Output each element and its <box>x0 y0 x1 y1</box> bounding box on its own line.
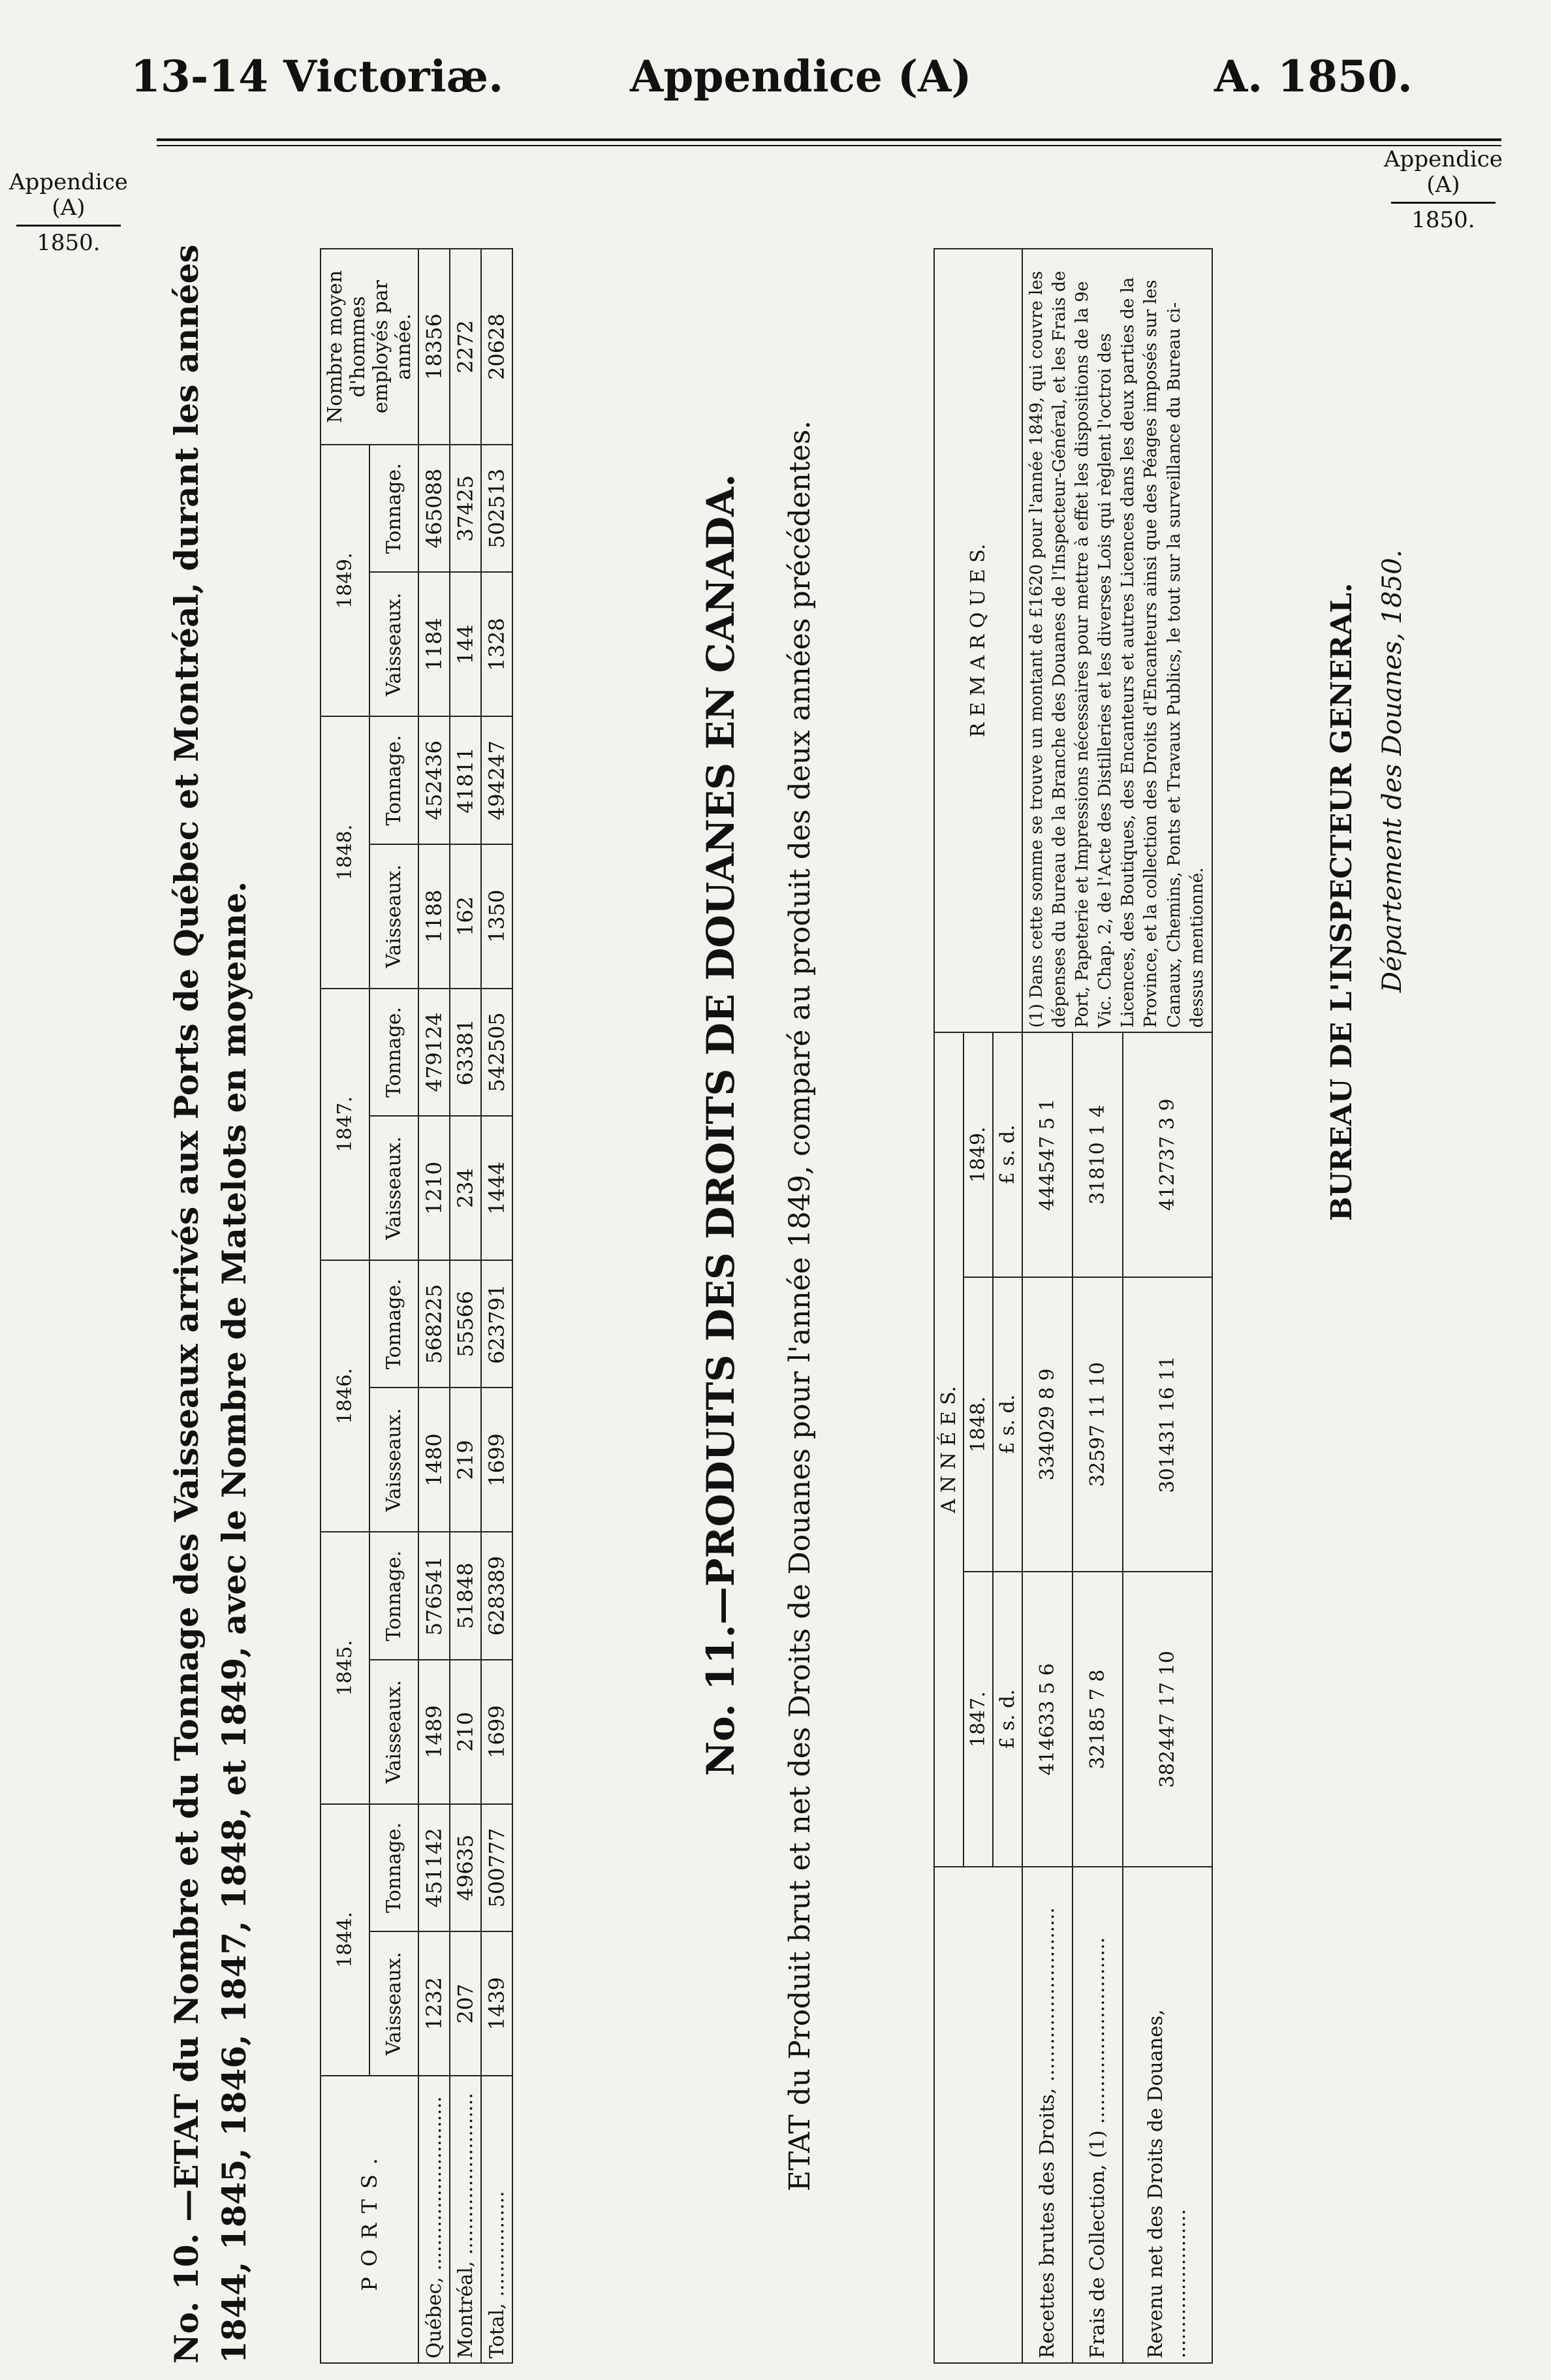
ports-header: PORTS. <box>321 2076 418 2363</box>
cell-vaisseaux-1847: 1444 <box>481 1116 512 1260</box>
cell-tonnage-1847: 63381 <box>450 989 481 1116</box>
table-row-quebec <box>418 249 450 2363</box>
cell-vaisseaux-1849: 1184 <box>418 573 450 717</box>
table11-subtitle: ETAT du Produit brut et net des Droits de Douanes pour l'année 1849, comparé au produit des deux années précédentes. <box>783 420 817 2192</box>
table-row-gross-receipts <box>1022 249 1073 2363</box>
cell-tonnage-1846: 568225 <box>418 1260 450 1388</box>
cell-1848: 301431 16 11 <box>1123 1277 1212 1572</box>
currency-header: £ s. d. <box>993 1277 1022 1572</box>
annees-header: A N N É E S. <box>934 1032 964 1867</box>
row-label: Frais de Collection, (1) .............................. <box>1073 1867 1123 2363</box>
cell-tonnage-1845: 576541 <box>418 1532 450 1659</box>
cell-tonnage-1845: 51848 <box>450 1532 481 1659</box>
margin-note-left-line3: 1850. <box>37 230 101 257</box>
running-head-session: 13-14 Victoriæ. <box>131 51 504 102</box>
year-header-1844: 1844. <box>321 1804 369 2076</box>
cell-vaisseaux-1845: 1489 <box>418 1660 450 1804</box>
sub-header-vaisseaux: Vaisseaux. <box>369 844 418 989</box>
cell-vaisseaux-1844: 1439 <box>481 1931 512 2076</box>
year-header-1848: 1848. <box>964 1277 993 1572</box>
year-header-1847: 1847. <box>321 989 369 1260</box>
department-line: Département des Douanes, 1850. <box>1377 549 1407 992</box>
row-label: Revenu net des Droits de Douanes, ........................ <box>1123 1867 1212 2363</box>
cell-1847: 32185 7 8 <box>1073 1572 1123 1867</box>
table10-number: No. 10. <box>167 2233 206 2364</box>
cell-vaisseaux-1849: 144 <box>450 573 481 717</box>
cell-vaisseaux-1847: 234 <box>450 1116 481 1260</box>
margin-note-left-line2: (A) <box>52 195 86 221</box>
cell-1849: 412737 3 9 <box>1123 1032 1212 1277</box>
sub-header-tonnage: Tonnage. <box>369 989 418 1116</box>
year-header-1846: 1846. <box>321 1260 369 1532</box>
cell-tonnage-1844: 451142 <box>418 1804 450 1931</box>
port-label: Total, ................. <box>481 2076 512 2363</box>
cell-1849: 31810 1 4 <box>1073 1032 1123 1277</box>
cell-tonnage-1848: 494247 <box>481 716 512 844</box>
cell-1849: 444547 5 1 <box>1022 1032 1073 1277</box>
customs-revenue-table <box>933 248 1213 2364</box>
vessel-tonnage-table <box>320 248 513 2364</box>
cell-vaisseaux-1847: 1210 <box>418 1116 450 1260</box>
cell-tonnage-1845: 628389 <box>481 1532 512 1659</box>
cell-vaisseaux-1848: 1350 <box>481 844 512 989</box>
cell-tonnage-1847: 542505 <box>481 989 512 1116</box>
row-label-header <box>934 1867 1022 2363</box>
cell-vaisseaux-1845: 1699 <box>481 1660 512 1804</box>
cell-vaisseaux-1848: 162 <box>450 844 481 989</box>
cell-1847: 414633 5 6 <box>1022 1572 1073 1867</box>
row-label: Recettes brutes des Droits, ............................ <box>1022 1867 1073 2363</box>
margin-note-left-brace <box>16 225 121 227</box>
port-label: Québec, ............................ <box>418 2076 450 2363</box>
cell-tonnage-1849: 465088 <box>418 445 450 573</box>
table10-title <box>163 157 258 2364</box>
cell-vaisseaux-1849: 1328 <box>481 573 512 717</box>
running-head-year: A. 1850. <box>1214 51 1413 102</box>
table10-title-text: —ETAT du Nombre et du Tonnage des Vaisseaux arrivés aux Ports de Québec et Montréal, durant les années 1844, 1845, 1846, 1847, 1848, et 1849, avec le Nombre de Matelots en moyenne. <box>167 244 253 2364</box>
sub-header-tonnage: Tonnage. <box>369 1804 418 1931</box>
year-header-1849: 1849. <box>321 445 369 716</box>
sub-header-vaisseaux: Vaisseaux. <box>369 1931 418 2076</box>
sub-header-vaisseaux: Vaisseaux. <box>369 1116 418 1260</box>
cell-vaisseaux-1844: 1232 <box>418 1931 450 2076</box>
cell-1848: 334029 8 9 <box>1022 1277 1073 1572</box>
cell-vaisseaux-1845: 210 <box>450 1660 481 1804</box>
sub-header-vaisseaux: Vaisseaux. <box>369 1388 418 1532</box>
running-head-appendix: Appendice (A) <box>630 51 972 102</box>
header-rule-thick <box>157 138 1501 141</box>
cell-vaisseaux-1846: 1699 <box>481 1388 512 1532</box>
currency-header: £ s. d. <box>993 1032 1022 1277</box>
cell-vaisseaux-1846: 219 <box>450 1388 481 1532</box>
sub-header-tonnage: Tonnage. <box>369 1532 418 1659</box>
cell-avg-men: 20628 <box>481 249 512 445</box>
cell-1848: 32597 11 10 <box>1073 1277 1123 1572</box>
rotated-content-panel <box>163 157 1436 2364</box>
cell-tonnage-1848: 41811 <box>450 716 481 844</box>
cell-tonnage-1847: 479124 <box>418 989 450 1116</box>
cell-tonnage-1848: 452436 <box>418 716 450 844</box>
currency-header: £ s. d. <box>993 1572 1022 1867</box>
cell-tonnage-1844: 500777 <box>481 1804 512 1931</box>
cell-tonnage-1849: 502513 <box>481 445 512 573</box>
margin-note-right-line2: (A) <box>1426 172 1460 198</box>
sub-header-vaisseaux: Vaisseaux. <box>369 1660 418 1804</box>
margin-note-right-line3: 1850. <box>1411 207 1475 234</box>
cell-avg-men: 2272 <box>450 249 481 445</box>
year-header-1849: 1849. <box>964 1032 993 1277</box>
margin-note-right-line1: Appendice <box>1384 146 1503 172</box>
table-row-montreal <box>450 249 481 2363</box>
remark-text: (1) Dans cette somme se trouve un montant de £1620 pour l'année 1849, qui couvre les dépenses du Bureau de la Branche des Douanes de l'Inspecteur-Général, et les Frais de Port, Papeterie et Impressions nécessaires pour mettre à effet les dispositions de la 9e Vic. Chap. 2, de l'Acte des Distilleries et les diverses Lois qui règlent l'octroi des Licences, des Boutiques, des Encanteurs et autres Licences dans les deux parties de la Province, et la collection des Droits d'Encanteurs ainsi que des Péages imposés sur les Canaux, Chemins, Ponts et Travaux Publics, le tout sur la surveillance du Bureau ci-dessus mentionné. <box>1022 249 1212 1032</box>
bureau-signature: BUREAU DE L'INSPECTEUR GENERAL. <box>1325 582 1358 1221</box>
cell-tonnage-1849: 37425 <box>450 445 481 573</box>
sub-header-tonnage: Tonnage. <box>369 445 418 573</box>
cell-1847: 382447 17 10 <box>1123 1572 1212 1867</box>
cell-vaisseaux-1848: 1188 <box>418 844 450 989</box>
sub-header-tonnage: Tonnage. <box>369 1260 418 1388</box>
cell-tonnage-1846: 623791 <box>481 1260 512 1388</box>
cell-tonnage-1844: 49635 <box>450 1804 481 1931</box>
remarques-header: R E M A R Q U E S. <box>934 249 1022 1032</box>
sub-header-tonnage: Tonnage. <box>369 716 418 844</box>
avg-men-header: Nombre moyen d'hommes employés par année. <box>321 249 418 445</box>
margin-note-left-line1: Appendice <box>9 169 128 195</box>
year-header-1845: 1845. <box>321 1532 369 1803</box>
cell-avg-men: 18356 <box>418 249 450 445</box>
year-header-1848: 1848. <box>321 716 369 988</box>
header-rule-thin <box>157 145 1501 146</box>
margin-note-left <box>9 170 128 256</box>
table11-heading: No. 11.—PRODUITS DES DROITS DE DOUANES EN CANADA. <box>698 473 743 1776</box>
cell-vaisseaux-1846: 1480 <box>418 1388 450 1532</box>
sub-header-vaisseaux: Vaisseaux. <box>369 573 418 717</box>
cell-tonnage-1846: 55566 <box>450 1260 481 1388</box>
cell-vaisseaux-1844: 207 <box>450 1931 481 2076</box>
table-row-total <box>481 249 512 2363</box>
port-label: Montréal, .......................... <box>450 2076 481 2363</box>
year-header-1847: 1847. <box>964 1572 993 1867</box>
